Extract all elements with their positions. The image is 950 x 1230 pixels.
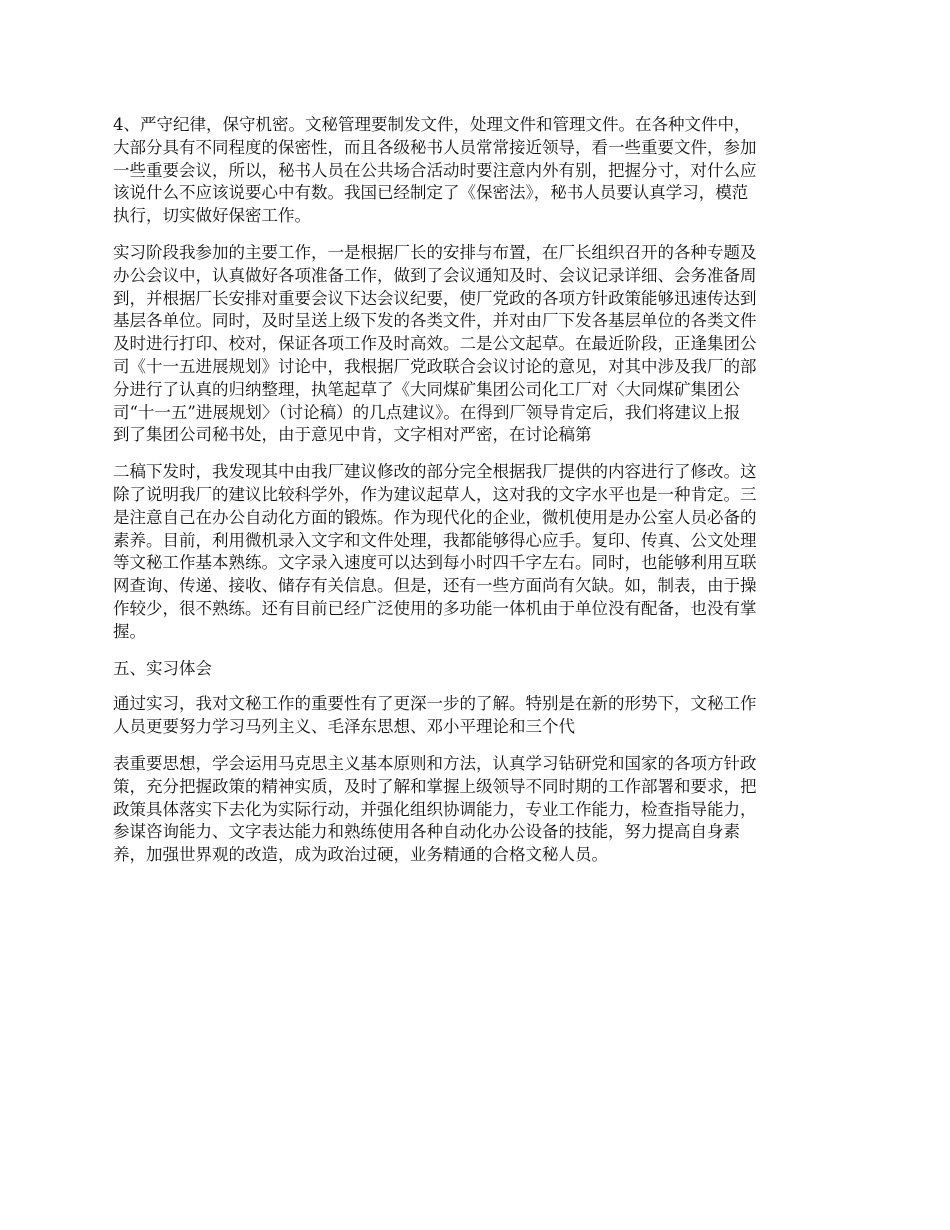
paragraph-understanding: 通过实习，我对文秘工作的重要性有了更深一步的了解。特别是在新的形势下，文秘工作 人员更要努力学习马列主义、毛泽东思想、邓小平理论和三个代 bbox=[113, 694, 757, 737]
paragraph-conclusion: 表重要思想，学会运用马克思主义基本原则和方法，认真学习钻研党和国家的各项方针政 策，充分把握政策的精神实质，及时了解和掌握上级领导不同时期的工作部署和要求，把 政策具体落实下去化为实际行动，并强化组织协调能力，专业工作能力，检查指导能力， 参谋咨询能力、文字表达能力和熟练使用各种自动化办公设备的技能，努力提高自身素 养，加强世界观的改造，成为政治过硬，业务精通的合格文秘人员。 bbox=[113, 753, 757, 865]
paragraph-draft-feedback: 二稿下发时，我发现其中由我厂建议修改的部分完全根据我厂提供的内容进行了修改。这 除了说明我厂的建议比较科学外，作为建议起草人，这对我的文字水平也是一种肯定。三 是注意自己在办公自动化方面的锻炼。作为现代化的企业，微机使用是办公室人员必备的 素养。目前，利用微机录入文字和文件处理，我都能够得心应手。复印、传真、公文处理 等文秘工作基本熟练。文字录入速度可以达到每小时四千字左右。同时，也能够利用互联 网查询、传递、接收、储存有关信息。但是，还有一些方面尚有欠缺。如，制表，由于操 作较少，很不熟练。还有目前已经广泛使用的多功能一体机由于单位没有配备，也没有掌 握。 bbox=[113, 462, 757, 641]
paragraph-confidentiality: 4、严守纪律，保守机密。文秘管理要制发文件，处理文件和管理文件。在各种文件中， 大部分具有不同程度的保密性，而且各级秘书人员常常接近领导，看一些重要文件，参加 一些重要会议，所以，秘书人员在公共场合活动时要注意内外有别，把握分寸，对什么应 该说什么不应该说要心中有数。我国已经制定了《保密法》，秘书人员要认真学习，模范 执行，切实做好保密工作。 bbox=[113, 115, 757, 226]
document-body bbox=[113, 114, 837, 881]
paragraph-internship-work: 实习阶段我参加的主要工作，一是根据厂长的安排与布置，在厂长组织召开的各种专题及 办公会议中，认真做好各项准备工作，做到了会议通知及时、会议记录详细、会务准备周 到，并根据厂长安排对重要会议下达会议纪要，使厂党政的各项方针政策能够迅速传达到 基层各单位。同时，及时呈送上级下发的各类文件，并对由厂下发各基层单位的各类文件 及时进行打印、校对，保证各项工作及时高效。二是公文起草。在最近阶段，正逢集团公 司《十一五进展规划》讨论中，我根据厂党政联合会议讨论的意见，对其中涉及我厂的部 分进行了认真的归纳整理，执笔起草了《大同煤矿集团公司化工厂对〈大同煤矿集团公 司“十一五”进展规划〉（讨论稿）的几点建议》。在得到厂领导肯定后，我们将建议上报 到了集团公司秘书处，由于意见中肯，文字相对严密，在讨论稿第 bbox=[113, 242, 757, 445]
section-heading-internship-experience: 五、实习体会 bbox=[113, 658, 212, 678]
